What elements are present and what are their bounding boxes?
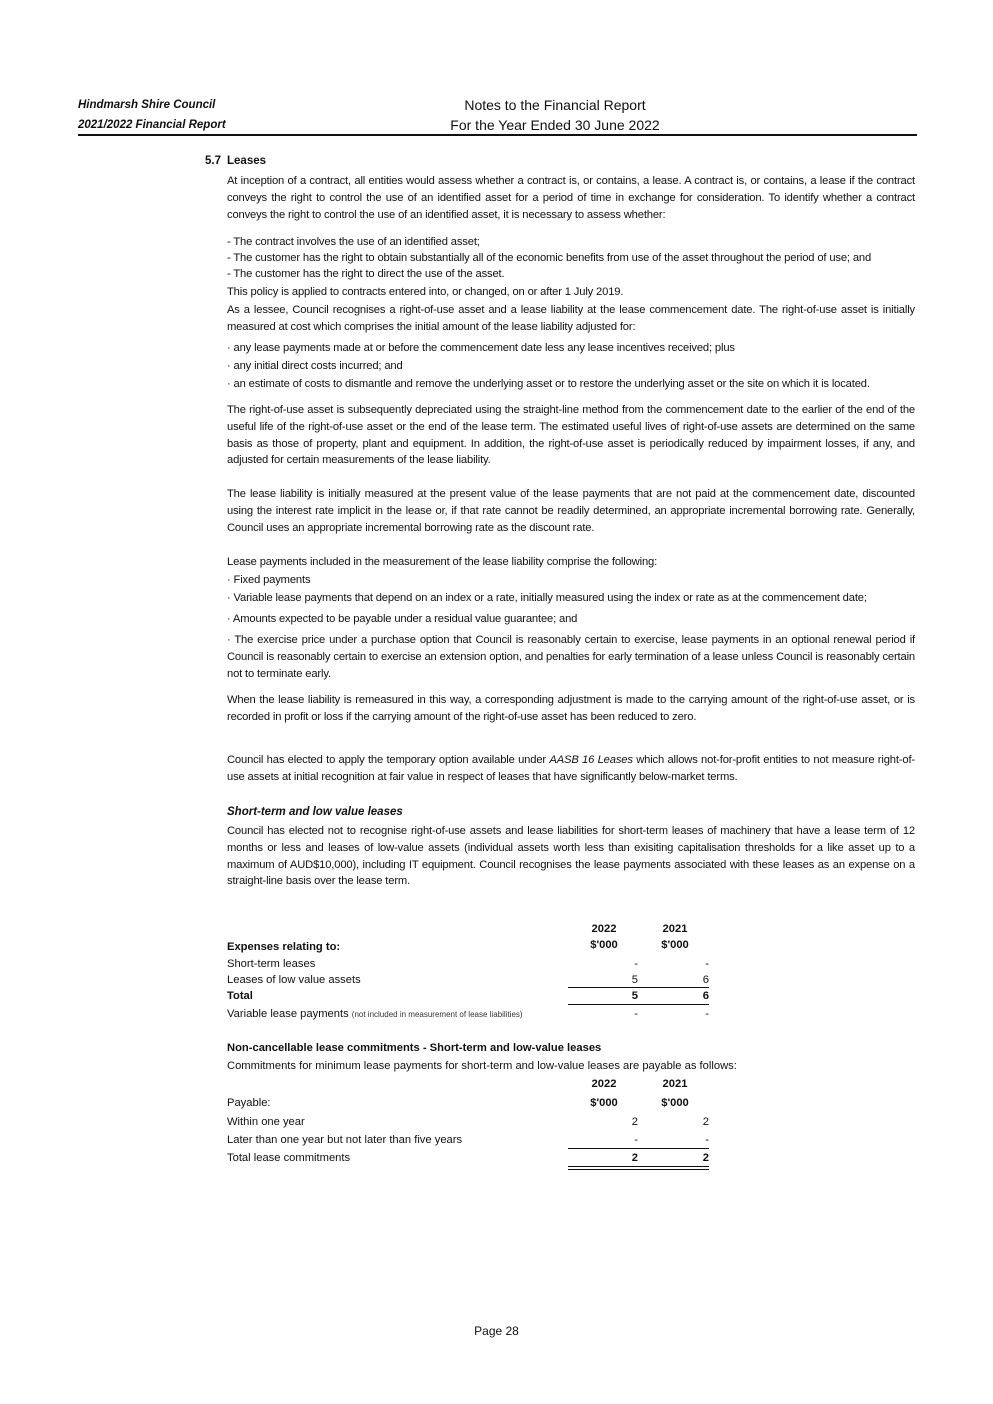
variable-lease-label: Variable lease payments <box>227 1008 349 1020</box>
document-period: For the Year Ended 30 June 2022 <box>450 117 660 133</box>
expenses-unit-2021: $'000 <box>661 939 689 951</box>
commitments-total-rule-2 <box>568 1169 709 1170</box>
commitments-year-2021: 2021 <box>662 1078 688 1090</box>
table-cell-2021: 6 <box>702 974 709 986</box>
commitments-heading: Non-cancellable lease commitments - Short-term and low-value leases <box>227 1042 602 1054</box>
commitments-total-2022: 2 <box>631 1152 638 1164</box>
report-name: 2021/2022 Financial Report <box>78 119 226 131</box>
commitments-year-2022: 2022 <box>591 1078 617 1090</box>
expenses-unit-2022: $'000 <box>590 939 618 951</box>
expenses-total-2022: 5 <box>631 990 638 1002</box>
expenses-heading: Expenses relating to: <box>227 941 341 953</box>
table-row-label: Leases of low value assets <box>227 974 361 986</box>
commitments-intro: Commitments for minimum lease payments for short-term and low-value leases are payable as follows: <box>227 1060 737 1072</box>
expenses-year-2021: 2021 <box>662 923 688 935</box>
list-item: · any lease payments made at or before the commencement date less any lease incentives received; plus <box>227 342 735 354</box>
aasb-text-end: which allows not-for-profit entities to not measure right-of-use assets at initial recognition at fair value in respect of leases that have significantly below-market terms. <box>227 754 915 783</box>
header-rule <box>78 134 917 136</box>
list-item: · Fixed payments <box>227 574 311 586</box>
subtotal-rule <box>568 987 709 988</box>
list-item: - The customer has the right to direct the use of the asset. <box>227 268 505 280</box>
paragraph-policy: This policy is applied to contracts entered into, or changed, on or after 1 July 2019. <box>227 286 624 298</box>
commitments-total-label: Total lease commitments <box>227 1152 351 1164</box>
paragraph-payments-intro: Lease payments included in the measurement of the lease liability comprise the following: <box>227 556 658 568</box>
variable-lease-note: (not included in measurement of lease liabilities) <box>351 1010 523 1019</box>
list-item: · Amounts expected to be payable under a residual value guarantee; and <box>227 613 578 625</box>
commitments-total-2021: 2 <box>702 1152 709 1164</box>
expenses-total-label: Total <box>227 990 253 1002</box>
section-number: 5.7 <box>205 155 221 167</box>
commitments-total-rule-1 <box>568 1166 709 1167</box>
table-cell-2022: - <box>634 958 638 970</box>
list-item: · any initial direct costs incurred; and <box>227 360 403 372</box>
organization-name: Hindmarsh Shire Council <box>78 99 216 111</box>
list-item: - The contract involves the use of an identified asset; <box>227 236 480 248</box>
expenses-year-2022: 2022 <box>591 923 617 935</box>
paragraph-exercise-price: · The exercise price under a purchase option that Council is reasonably certain to exercise, lease payments in an optional renewal period if Council is reasonably certain to exercise an extension option, and penalties for early termination of a lease unless Council is reasonably certain not to terminate early. <box>227 634 915 680</box>
table-cell-2022: - <box>634 1134 638 1146</box>
table-row-label: Later than one year but not later than five years <box>227 1134 463 1146</box>
commitments-unit-2021: $'000 <box>661 1097 689 1109</box>
paragraph-inception: At inception of a contract, all entities would assess whether a contract is, or contains, a lease. A contract is, or contains, a lease if the contract conveys the right to control the use of an identified asset for a period of time in exchange for consideration. To identify whether a contract conveys the right to control the use of an identified asset, it is necessary to assess whether: <box>227 175 915 221</box>
variable-lease-2021: - <box>705 1008 709 1020</box>
section-title: Leases <box>227 155 267 167</box>
aasb-text-start: Council has elected to apply the temporary option available under <box>227 754 550 766</box>
variable-lease-2022: - <box>634 1008 638 1020</box>
aasb-reference: AASB 16 Leases <box>549 754 633 766</box>
document-title: Notes to the Financial Report <box>464 97 646 113</box>
page-number: Page 28 <box>474 1324 519 1338</box>
short-term-heading: Short-term and low value leases <box>227 806 403 818</box>
table-row-label: Short-term leases <box>227 958 316 970</box>
paragraph-aasb16 <box>227 752 915 786</box>
table-row-label: Within one year <box>227 1116 305 1128</box>
table-cell-2022: 5 <box>631 974 638 986</box>
payable-label: Payable: <box>227 1097 271 1109</box>
commitments-unit-2022: $'000 <box>590 1097 618 1109</box>
expenses-total-2021: 6 <box>702 990 709 1002</box>
list-item: · Variable lease payments that depend on an index or a rate, initially measured using the index or rate as at the commencement date; <box>227 592 867 604</box>
variable-lease-row <box>227 1007 523 1022</box>
table-cell-2022: 2 <box>631 1116 638 1128</box>
paragraph-lease-liability: The lease liability is initially measured at the present value of the lease payments that are not paid at the commencement date, discounted using the interest rate implicit in the lease or, if that rate cannot be readily determined, an appropriate incremental borrowing rate. Generally, Council uses an appropriate incremental borrowing rate as the discount rate. <box>227 488 915 534</box>
paragraph-lessee: As a lessee, Council recognises a right-of-use asset and a lease liability at the lease commencement date. The right-of-use asset is initially measured at cost which comprises the initial amount of the lease liability adjusted for: <box>227 304 915 333</box>
paragraph-short-term: Council has elected not to recognise right-of-use assets and lease liabilities for short-term leases of machinery that have a lease term of 12 months or less and leases of low-value assets (individual assets worth less than exisiting capitalisation thresholds for a like asset up to a maximum of AUD$10,000), including IT equipment. Council recognises the lease payments associated with these leases as an expense on a straight-line basis over the lease term. <box>227 825 915 888</box>
paragraph-depreciation: The right-of-use asset is subsequently depreciated using the straight-line method from the commencement date to the earlier of the end of the useful life of the right-of-use asset or the end of the lease term. The estimated useful lives of right-of-use assets are determined on the same basis as those of property, plant and equipment. In addition, the right-of-use asset is periodically reduced by impairment losses, if any, and adjusted for certain measurements of the lease liability. <box>227 404 915 467</box>
list-item: - The customer has the right to obtain substantially all of the economic benefits from use of the asset throughout the period of use; and <box>227 252 872 264</box>
list-item: · an estimate of costs to dismantle and remove the underlying asset or to restore the underlying asset or the site on which it is located. <box>227 378 870 390</box>
total-rule <box>568 1004 709 1005</box>
table-cell-2021: - <box>705 1134 709 1146</box>
commitments-subtotal-rule <box>568 1148 709 1149</box>
table-cell-2021: - <box>705 958 709 970</box>
paragraph-remeasurement: When the lease liability is remeasured in this way, a corresponding adjustment is made to the carrying amount of the right-of-use asset, or is recorded in profit or loss if the carrying amount of the right-of-use asset has been reduced to zero. <box>227 694 915 723</box>
table-cell-2021: 2 <box>702 1116 709 1128</box>
